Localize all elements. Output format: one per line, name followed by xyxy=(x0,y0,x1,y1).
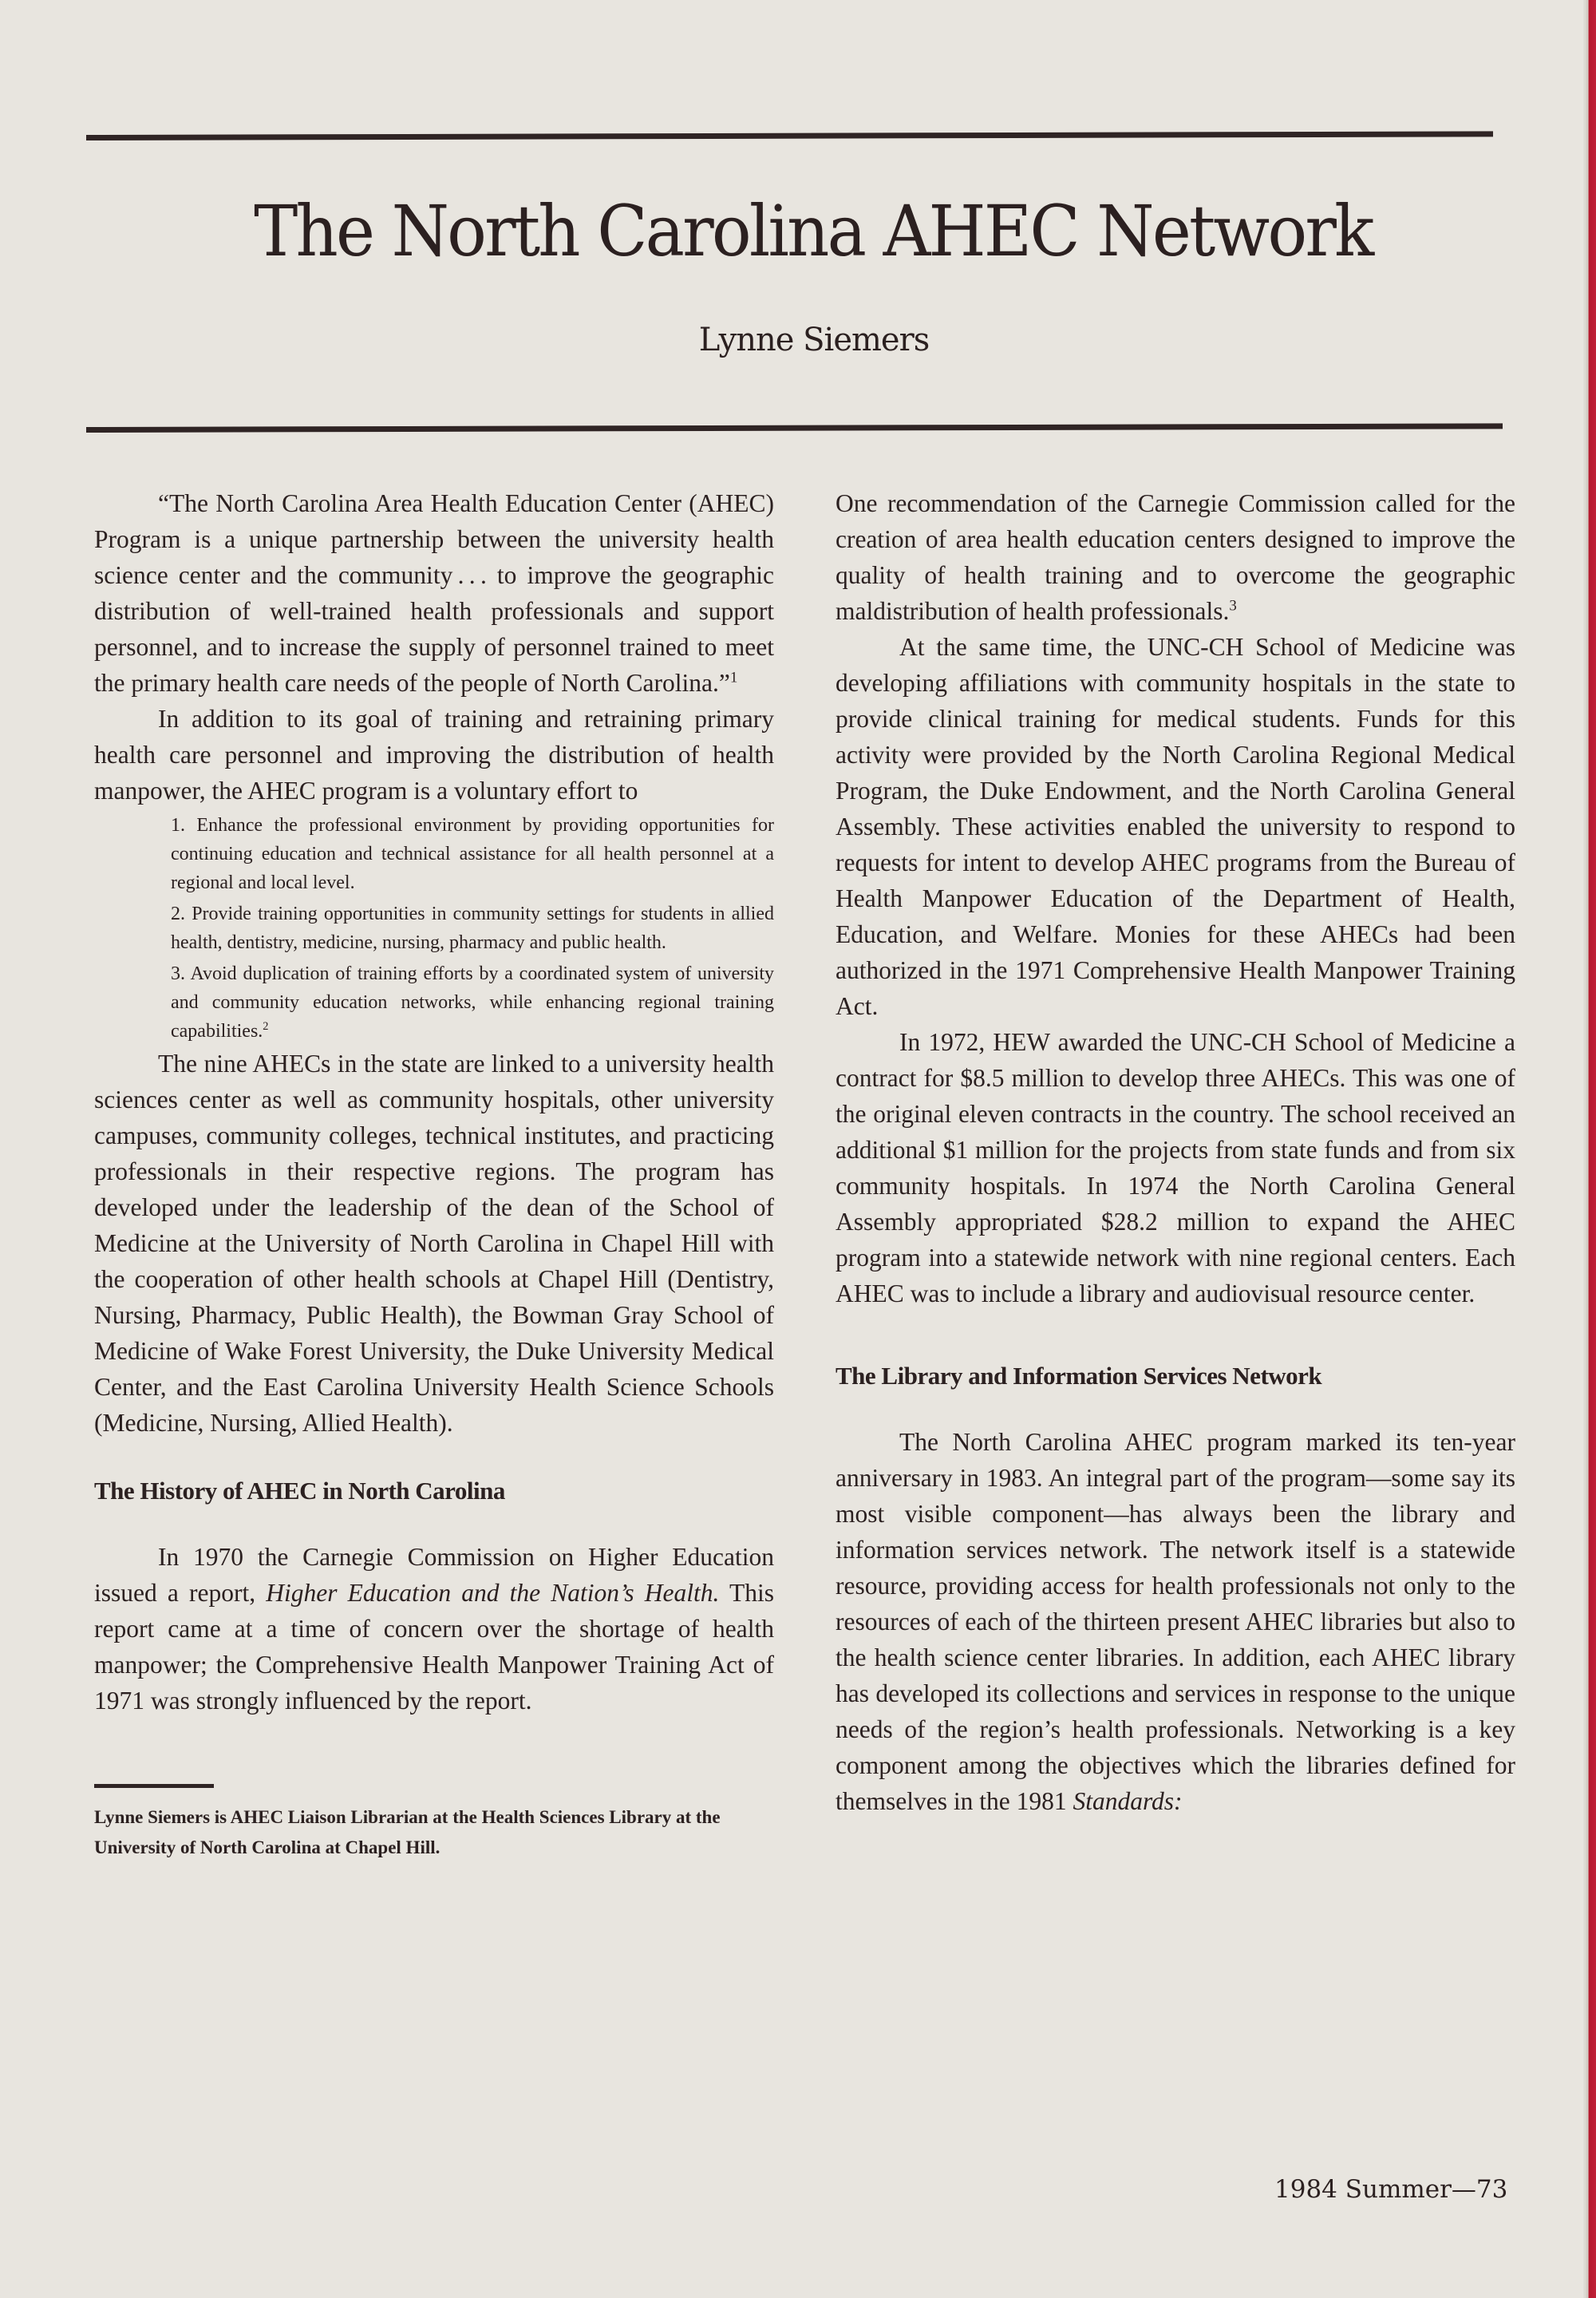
recommendation-paragraph xyxy=(836,485,1515,629)
same-time-paragraph: At the same time, the UNC-CH School of Medicine was developing affiliations with community hospitals in the state to provide clinical training for medical students. Funds for this activity were provided by the North Carolina Regional Medical Program, the Duke Endowment, and the North Carolina General Assembly. These activities enabled the university to respond to requests for intent to develop AHEC programs from the Bureau of Health Manpower Education of the Department of Health, Education, and Welfare. Monies for these AHECs had been authorized in the 1971 Comprehensive Health Manpower Training Act. xyxy=(836,633,1515,1020)
goals-list xyxy=(94,811,774,1046)
author-note: Lynne Siemers is AHEC Liaison Librarian at the Health Sciences Library at the University of North Carolina at Chapel Hill. xyxy=(94,1807,721,1857)
article-author: Lynne Siemers xyxy=(698,322,930,358)
goal-item: 1. Enhance the professional environment by providing opportunities for continuing education and technical assistance for all health personnel at a regional and local level. xyxy=(171,815,774,893)
right-column xyxy=(836,485,1515,1819)
top-rule xyxy=(86,131,1493,140)
left-column xyxy=(94,485,774,1863)
opening-quote xyxy=(94,485,774,701)
history-heading: The History of AHEC in North Carolina xyxy=(94,1477,505,1505)
standards-title: Standards: xyxy=(1073,1787,1183,1815)
goal-item xyxy=(171,959,774,1046)
goal-item-text: 3. Avoid duplication of training efforts by a coordinated system of university and community education networks, while enhancing regional training capabilities. xyxy=(171,963,774,1042)
recommendation-text: One recommendation of the Carnegie Commission called for the creation of area health education centers designed to improve the quality of health training and to overcome the geographic maldistribution of health professionals. xyxy=(836,489,1515,625)
funding-1972-paragraph: In 1972, HEW awarded the UNC-CH School of Medicine a contract for $8.5 million to develop three AHECs. This was one of the original eleven contracts in the country. The school received an additional $1 million for the projects from state funds and from six community hospitals. In 1974 the North Carolina General Assembly appropriated $28.2 million to expand the AHEC program into a statewide network with nine regional centers. Each AHEC was to include a library and audiovisual resource center. xyxy=(836,1028,1515,1307)
goals-intro-paragraph: In addition to its goal of training and retraining primary health care personnel and improving the distribution of health manpower, the AHEC program is a voluntary effort to xyxy=(94,705,774,805)
nine-ahecs-paragraph: The nine AHECs in the state are linked to a university health sciences center as well as community hospitals, other university campuses, community colleges, technical institutes, and practicing professionals in their respective regions. The program has developed under the leadership of the dean of the School of Medicine at the University of North Carolina in Chapel Hill with the cooperation of other health schools at Chapel Hill (Dentistry, Nursing, Pharmacy, Public Health), the Bowman Gray School of Medicine of Wake Forest University, the Duke University Medical Center, and the East Carolina University Health Science Schools (Medicine, Nursing, Allied Health). xyxy=(94,1050,774,1437)
page-folio: 1984 Summer—73 xyxy=(1274,2175,1508,2204)
goal-item: 2. Provide training opportunities in community settings for students in allied health, dentistry, medicine, nursing, pharmacy and public health. xyxy=(171,904,774,953)
report-title: Higher Education and the Nation’s Health. xyxy=(266,1579,720,1607)
footnote-ref: 2 xyxy=(263,1020,269,1033)
history-text: This report came at a time of concern over the shortage of health manpower; the Comprehensive Health Manpower Training Act of 1971 was strongly influenced by the report. xyxy=(94,1579,774,1715)
footnote-ref: 1 xyxy=(729,669,738,686)
library-paragraph xyxy=(836,1424,1515,1819)
history-text: In 1970 the Carnegie Commission on Higher Education issued a report, xyxy=(94,1543,774,1607)
footnote-divider xyxy=(94,1784,214,1788)
library-heading: The Library and Information Services Network xyxy=(836,1362,1322,1390)
footnote-ref: 3 xyxy=(1229,597,1237,615)
library-text: The North Carolina AHEC program marked its ten-year anniversary in 1983. An integral part of the program—some say its most visible component—has always been the library and information services network. The network itself is a statewide resource, providing access for health professionals not only to the resources of each of the thirteen present AHEC libraries but also to the health science center libraries. In addition, each AHEC library has developed its collections and services in response to the unique needs of the region’s health professionals. Networking is a key component among the objectives which the libraries defined for themselves in the 1981 xyxy=(836,1428,1515,1815)
quote-text: “The North Carolina Area Health Education Center (AHEC) Program is a unique partnership between the university health science center and the community . . . to improve the geographic distribution of well-trained health professionals and support personnel, and to increase the supply of personnel trained to meet the primary health care needs of the people of North Carolina.” xyxy=(94,489,774,697)
article-title: The North Carolina AHEC Network xyxy=(254,190,1373,272)
history-paragraph xyxy=(94,1539,774,1719)
title-bottom-rule xyxy=(86,423,1503,433)
